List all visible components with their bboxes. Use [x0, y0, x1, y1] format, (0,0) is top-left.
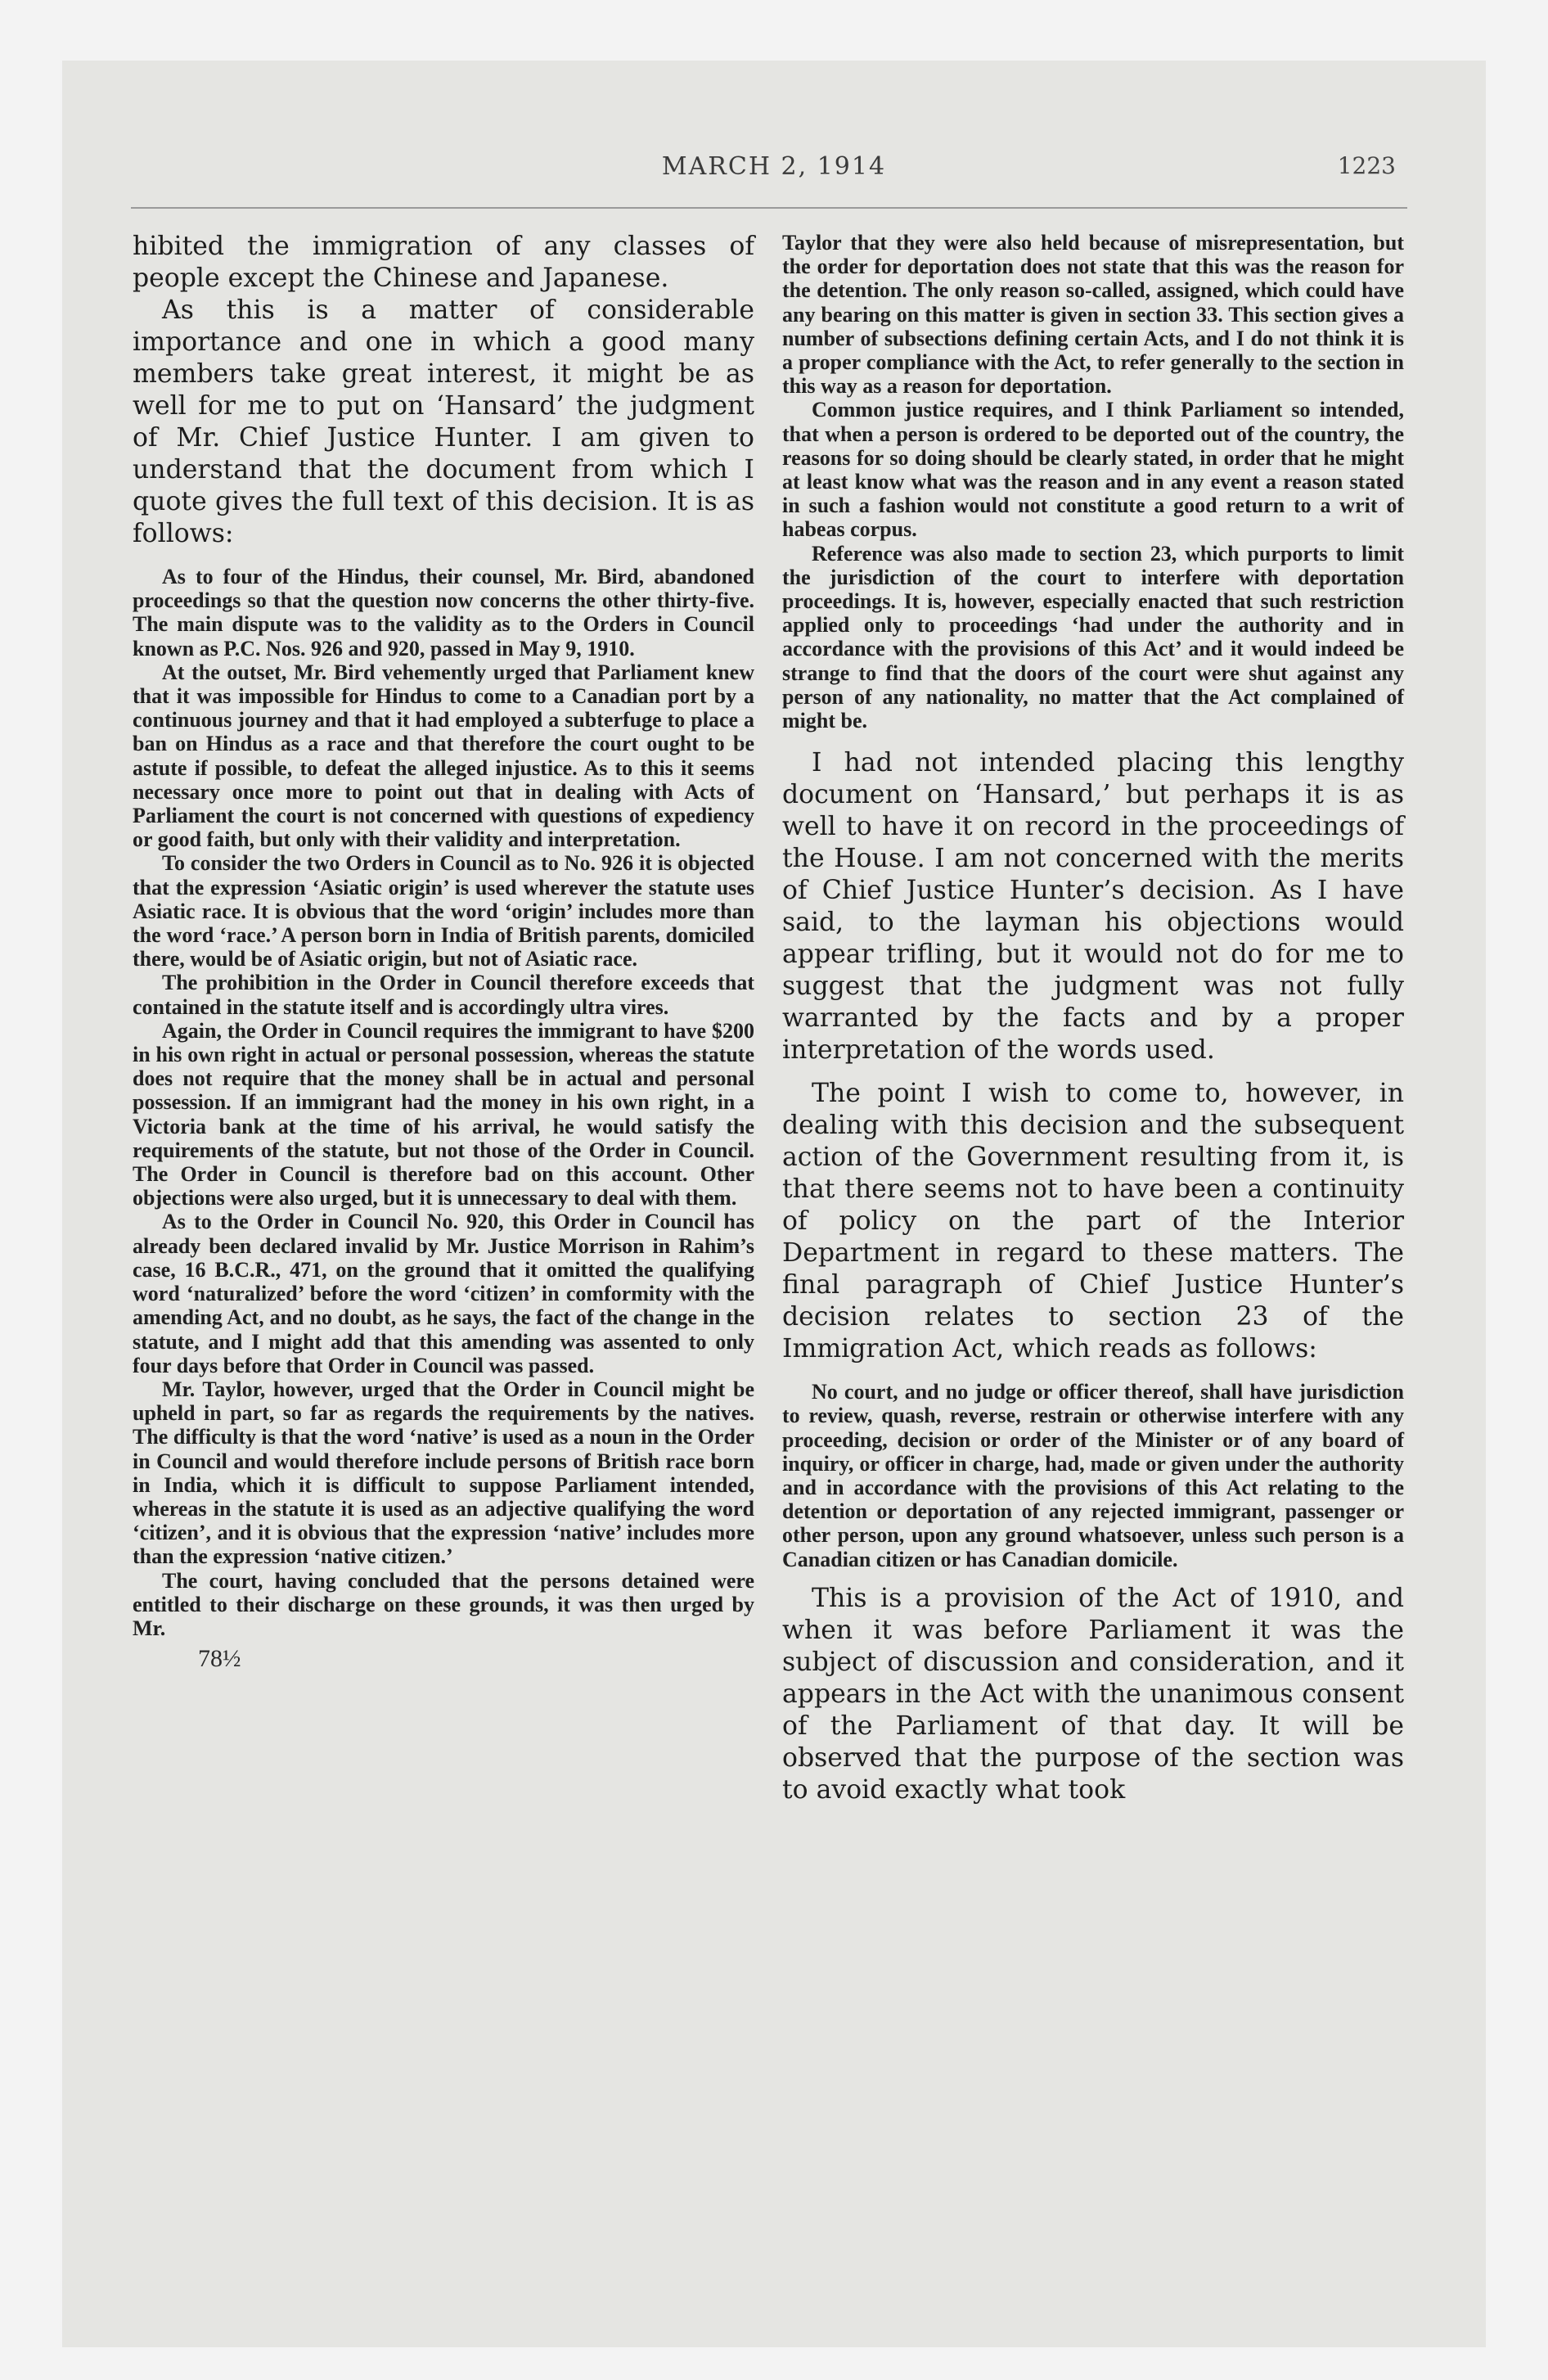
- quoted-paragraph: The court, having concluded that the persons detained were entitled to their discharge on these grounds, it was then urged by Mr.: [133, 1568, 754, 1640]
- quoted-paragraph: As to the Order in Council No. 920, this Order in Council has already been declared invalid by Mr. Justice Morrison in Rahim’s case, 16 B.C.R., 471, on the ground that it omitted the qualifying word ‘naturalized’ before the word ‘citizen’ in comformity with the amending Act, and no doubt, as he says, the fact of the change in the statute, and I might add that this amending was assented to only four days before that Order in Council was passed.: [133, 1210, 754, 1377]
- quoted-paragraph: Taylor that they were also held because of misrepresentation, but the order for deportation does not state that this was the reason for the detention. The only reason so-called, assigned, which could have any bearing on this matter is given in section 33. This section gives a number of subsections defining certain Acts, and I do not think it is a proper compliance with the Act, to refer generally to the section in this way as a reason for deportation.: [782, 231, 1404, 399]
- quoted-paragraph: To consider the two Orders in Council as to No. 926 it is objected that the expression ‘Asiatic origin’ is used wherever the statute uses Asiatic race. It is obvious that the word ‘origin’ includes more than the word ‘race.’ A person born in India of British parents, domiciled there, would be of Asiatic origin, but not of Asiatic race.: [133, 851, 754, 971]
- signature-mark: 78½: [198, 1645, 241, 1673]
- quoted-paragraph: The prohibition in the Order in Council therefore exceeds that contained in the statute itself and is accordingly ultra vires.: [133, 971, 754, 1019]
- paragraph: As this is a matter of considerable importance and one in which a good many members take great interest, it might be as well for me to put on ‘Hansard’ the judgment of Mr. Chief Justice Hunter. I am given to understand that the document from which I quote gives the full text of this decision. It is as follows:: [133, 295, 754, 548]
- page-header: [62, 152, 1486, 185]
- paragraph: The point I wish to come to, however, in dealing with this decision and the subsequent action of the Government resulting from it, is that there seems not to have been a continuity of policy on the part of the Interior Department in regard to these matters. The final paragraph of Chief Justice Hunter’s decision relates to section 23 of the Immigration Act, which reads as follows:: [782, 1079, 1404, 1364]
- paragraph: This is a provision of the Act of 1910, and when it was before Parliament it was the subject of discussion and consideration, and it appears in the Act with the unanimous consent of the Parliament of that day. It will be observed that the purpose of the section was to avoid exactly what took: [782, 1583, 1404, 1805]
- quoted-paragraph: Common justice requires, and I think Parliament so intended, that when a person is ordered to be deported out of the country, the reasons for so doing should be clearly stated, in order that he might at least know what was the reason and in any event a reason stated in such a fashion would not constitute a good return to a writ of habeas corpus.: [782, 398, 1404, 542]
- page-date-title: MARCH 2, 1914: [661, 152, 887, 181]
- quoted-paragraph: No court, and no judge or officer thereof, shall have jurisdiction to review, quash, reverse, restrain or otherwise interfere with any proceeding, decision or order of the Minister or of any board of inquiry, or officer in charge, had, made or given under the authority and in accordance with the provisions of this Act relating to the detention or deportation of any rejected immigrant, passenger or other person, upon any ground whatsoever, unless such person is a Canadian citizen or has Canadian domicile.: [782, 1380, 1404, 1571]
- quoted-paragraph: As to four of the Hindus, their counsel, Mr. Bird, abandoned proceedings so that the question now concerns the other thirty-five. The main dispute was to the validity as to the Orders in Council known as P.C. Nos. 926 and 920, passed in May 9, 1910.: [133, 565, 754, 660]
- page-number: 1223: [1337, 152, 1396, 179]
- paragraph: I had not intended placing this lengthy document on ‘Hansard,’ but perhaps it is as well to have it on record in the proceedings of the House. I am not concerned with the merits of Chief Justice Hunter’s decision. As I have said, to the layman his objections would appear trifling, but it would not do for me to suggest that the judgment was not fully warranted by the facts and by a proper interpretation of the words used.: [782, 748, 1404, 1066]
- quoted-paragraph: Mr. Taylor, however, urged that the Order in Council might be upheld in part, so far as regards the requirements by the natives. The difficulty is that the word ‘native’ is used as a noun in the Order in Council and would therefore include persons of British race born in India, which it is difficult to suppose Parliament intended, whereas in the statute it is used as an adjective qualifying the word ‘citizen’, and it is obvious that the expression ‘native’ includes more than the expression ‘native citizen.’: [133, 1377, 754, 1569]
- right-column: [782, 231, 1404, 1806]
- quoted-paragraph: Reference was also made to section 23, which purports to limit the jurisdiction of the court to interfere with deportation proceedings. It is, however, especially enacted that such restriction applied only to proceedings ‘had under the authority and in accordance with the provisions of this Act’ and it would indeed be strange to find that the doors of the court were shut against any person of any nationality, no matter that the Act complained of might be.: [782, 541, 1404, 733]
- quoted-paragraph: At the outset, Mr. Bird vehemently urged that Parliament knew that it was impossible for Hindus to come to a Canadian port by a continuous journey and that it had employed a subterfuge to place a ban on Hindus as a race and that therefore the court ought to be astute if possible, to defeat the alleged injustice. As to this it seems necessary once more to point out that in dealing with Acts of Parliament the court is not concerned with questions of expediency or good faith, but only with their validity and interpretation.: [133, 660, 754, 852]
- left-column: [133, 231, 754, 1673]
- quoted-paragraph: Again, the Order in Council requires the immigrant to have $200 in his own right in actual or personal possession, whereas the statute does not require that the money shall be in actual and personal possession. If an immigrant had the money in his own right, in a Victoria bank at the time of his arrival, he would satisfy the requirements of the statute, but not those of the Order in Council. The Order in Council is therefore bad on this account. Other objections were also urged, but it is unnecessary to deal with them.: [133, 1018, 754, 1210]
- paragraph: hibited the immigration of any classes of people except the Chinese and Japanese.: [133, 232, 754, 293]
- header-rule: [131, 207, 1407, 209]
